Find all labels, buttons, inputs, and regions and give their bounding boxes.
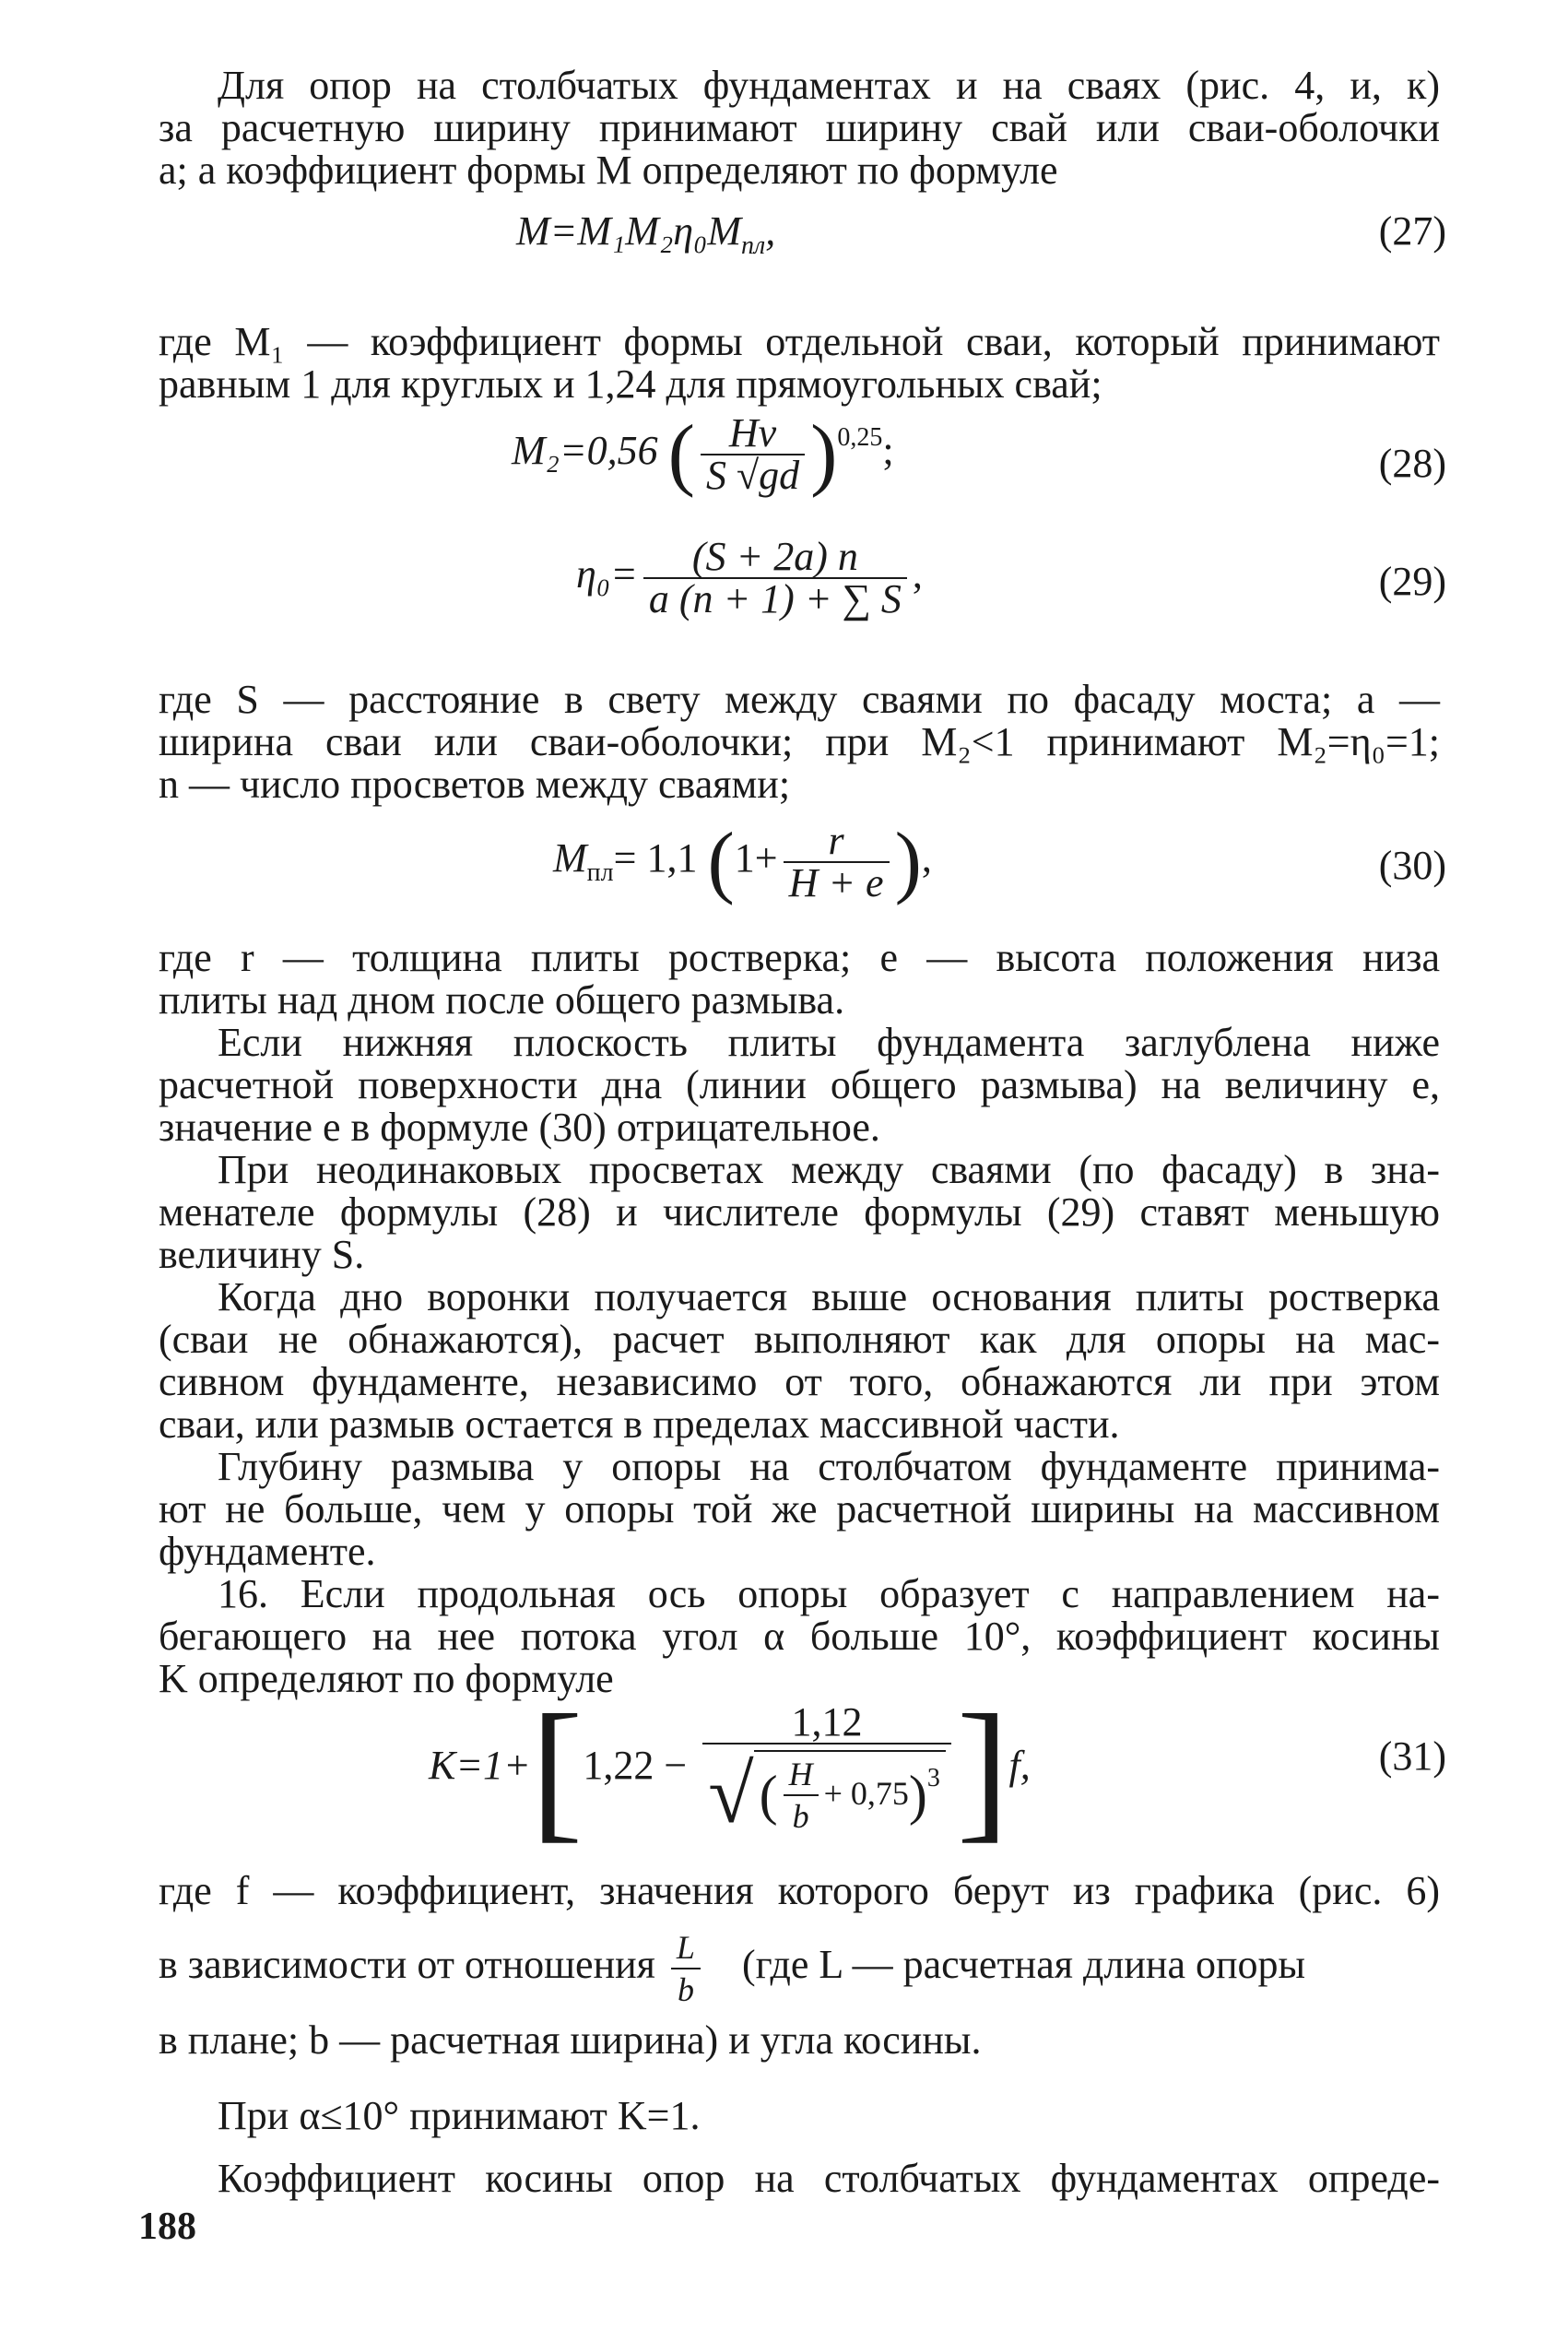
text-line: Когда дно воронки получается выше основания плиты ростверка: [218, 1274, 1440, 1319]
text-line: (сваи не обнажаются), расчет выполняют как для опоры на мас-: [159, 1317, 1440, 1362]
text-line: за расчетную ширину принимают ширину свай или сваи-оболочки: [159, 105, 1440, 150]
paragraph-5: [159, 1022, 1440, 1149]
equation-number-27: (27): [1378, 208, 1446, 254]
eq28-numerator: Hv: [701, 413, 805, 455]
paragraph-12: [159, 2158, 1440, 2200]
eq28-exponent: 0,25: [837, 423, 883, 453]
text-line: плиты над дном после общего размыва.: [159, 977, 845, 1023]
eq28-lhs: M₂=0,56: [512, 428, 658, 474]
paragraph-9: [159, 1573, 1440, 1700]
text-line: Коэффициент косины опор на столбчатых фундаментах опреде-: [218, 2156, 1440, 2201]
eq27-tail: ,: [765, 208, 776, 254]
page-number: 188: [138, 2206, 196, 2248]
eq28-tail: ;: [882, 428, 894, 474]
text-line: n — число просветов между сваями;: [159, 762, 791, 807]
text-fragment: (где L — расчетная длина опоры: [741, 1942, 1306, 1988]
equation-number-29: (29): [1378, 559, 1446, 604]
text-line: величину S.: [159, 1232, 365, 1277]
eq29-numerator: (S + 2a) n: [643, 537, 907, 579]
text-line: Глубину размыва у опоры на столбчатом фундаменте принима-: [218, 1444, 1440, 1489]
text-line: расчетной поверхности дна (линии общего размыва) на величину e,: [159, 1062, 1440, 1107]
eq30-sub: пл: [586, 858, 614, 888]
eq31-constant: 1,22 −: [583, 1743, 688, 1789]
eq27-sub: пл: [741, 231, 766, 260]
eq30-lhs: M: [553, 835, 587, 881]
paragraph-2: [159, 321, 1440, 406]
eq31-numerator: 1,12: [702, 1702, 951, 1745]
eq31-tail: f,: [1008, 1743, 1031, 1789]
equation-number-31: (31): [1378, 1733, 1446, 1779]
paragraph-6: [159, 1149, 1440, 1276]
text-line: При неодинаковых просветах между сваями (по фасаду) в зна-: [218, 1147, 1440, 1192]
equation-number-30: (30): [1378, 843, 1446, 888]
text-line: где S — расстояние в свету между сваями по фасаду моста; a —: [159, 677, 1440, 722]
eq28-denominator: S √gd: [705, 453, 800, 498]
text-line: где f — коэффициент, значения которого берут из графика (рис. 6): [159, 1868, 1440, 1913]
eq31-inner-denominator: b: [792, 1798, 809, 1835]
text-fragment: в зависимости от отношения: [159, 1942, 655, 1988]
eq29-denominator: a (n + 1) + ∑ S: [648, 576, 902, 621]
text-line: ширина сваи или сваи-оболочки; при M₂<1 принимают M₂=η₀=1;: [159, 719, 1440, 764]
text-line: ют не больше, чем у опоры той же расчетной ширины на массивном: [159, 1486, 1440, 1532]
paragraph-3: [159, 679, 1440, 806]
eq31-inner-numerator: H: [784, 1754, 819, 1796]
text-line: где r — толщина плиты ростверка; e — высота положения низа: [159, 935, 1440, 980]
paragraph-4: [159, 937, 1440, 1022]
equation-number-28: (28): [1378, 441, 1446, 486]
text-line: сивном фундаменте, независимо от того, обнажаются ли при этом: [159, 1359, 1440, 1404]
eq30-mid: = 1,1: [613, 835, 698, 881]
paragraph-7: [159, 1276, 1440, 1446]
text-line: При α≤10° принимают K=1.: [218, 2093, 701, 2138]
paragraph-8: [159, 1446, 1440, 1573]
text-line: 16. Если продольная ось опоры образует с направлением на-: [218, 1571, 1440, 1616]
equation-28: M₂=0,56 ( $\frac{Hv}{S √gd}$ )$^{0,25}$; (28): [512, 409, 1446, 499]
text-line: Если нижняя плоскость плиты фундамента заглублена ниже: [218, 1020, 1440, 1065]
eq30-denominator: H + e: [788, 860, 884, 905]
equation-29: [0, 534, 1568, 647]
text-line: Для опор на столбчатых фундаментах и на сваях (рис. 4, и, к): [218, 63, 1440, 108]
ratio-denominator: b: [677, 1971, 694, 2008]
text-line: в плане; b — расчетная ширина) и угла косины.: [159, 2017, 982, 2063]
text-line: сваи, или размыв остается в пределах массивной части.: [159, 1402, 1120, 1447]
text-line: бегающего на нее потока угол α больше 10°, коэффициент косины: [159, 1614, 1440, 1659]
equation-30: $M_{пл}= 1,1$ (1+ $\frac{r}{H + e}$ ), (30): [553, 817, 1446, 906]
eq27-rhs: =M₁M₂η₀M: [549, 208, 742, 254]
eq30-one: 1+: [734, 835, 778, 881]
text-line: равным 1 для круглых и 1,24 для прямоугольных свай;: [159, 361, 1102, 407]
text-line: менателе формулы (28) и числителе формулы (29) ставят меньшую: [159, 1189, 1440, 1235]
text-line: K определяют по формуле: [159, 1656, 614, 1701]
eq31-lhs: K=1+: [429, 1743, 531, 1789]
eq30-numerator: r: [784, 821, 890, 863]
paragraph-1: [159, 65, 1440, 192]
text-line: фундаменте.: [159, 1529, 376, 1574]
eq27-lhs: M: [516, 208, 550, 254]
text-line: a; а коэффициент формы M определяют по формуле: [159, 148, 1058, 193]
eq31-exponent: 3: [926, 1764, 940, 1793]
eq31-inner-add: + 0,75: [823, 1775, 909, 1813]
paragraph-10: [159, 1870, 1440, 2062]
text-line: где M₁ — коэффициент формы отдельной сваи, который принимают: [159, 319, 1440, 364]
text-line-with-ratio: [159, 1927, 1440, 2010]
eq29-lhs: η₀=: [576, 551, 638, 597]
text-line: значение e в формуле (30) отрицательное.: [159, 1105, 880, 1150]
paragraph-11: [159, 2095, 1440, 2137]
eq29-tail: ,: [912, 551, 923, 597]
eq30-tail: ,: [921, 835, 932, 881]
ratio-numerator: L: [671, 1927, 701, 1969]
equation-31: K=1+[1,22 − 1,12 √ ( $\frac{H}{b}$ + 0,75)$^3$ ]f, (31): [429, 1683, 1446, 1856]
